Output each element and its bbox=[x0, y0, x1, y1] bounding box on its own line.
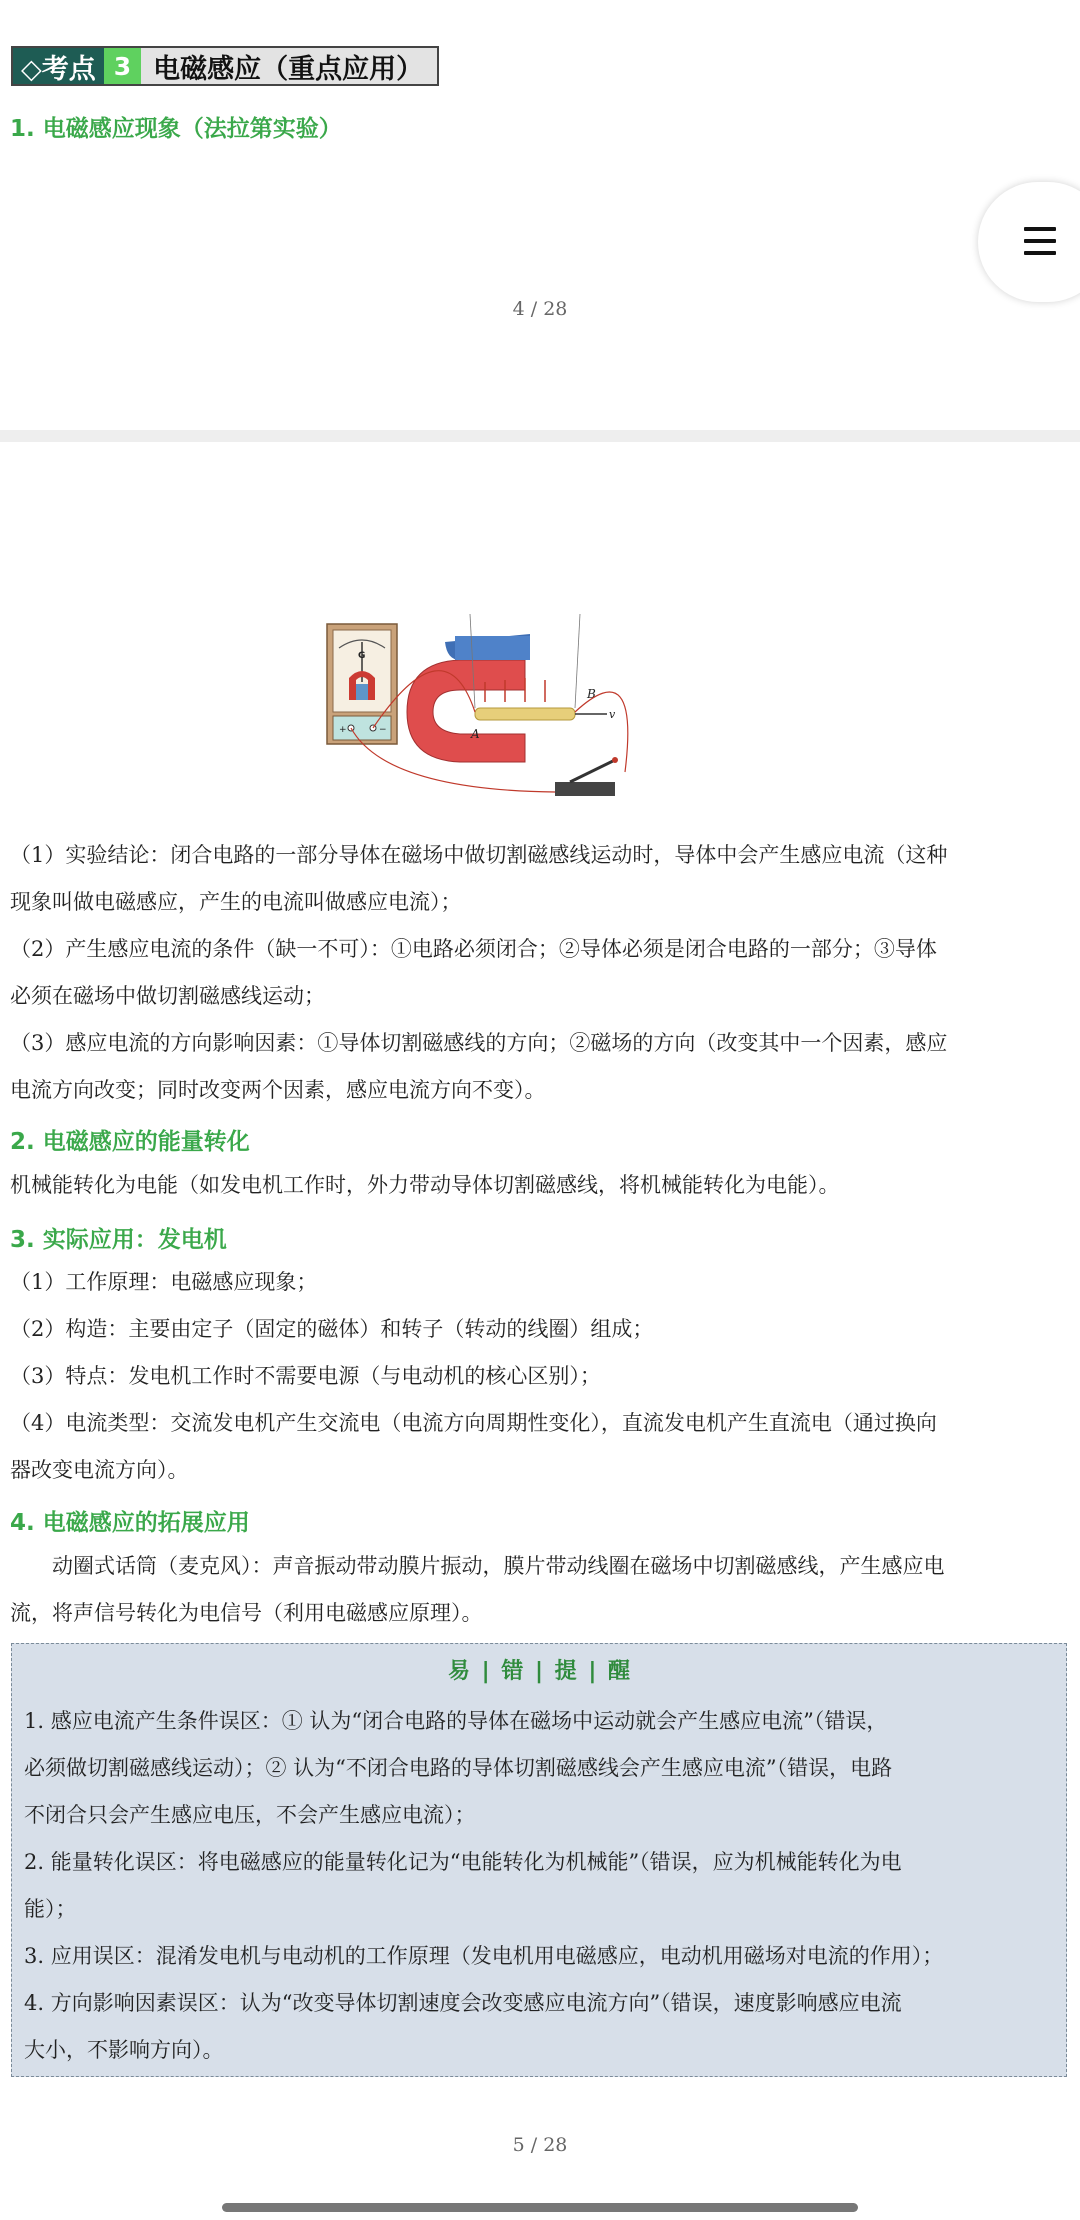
section3-text bbox=[10, 1259, 1070, 1494]
faraday-experiment-figure bbox=[325, 612, 655, 812]
text-line: （1）工作原理：电磁感应现象； bbox=[10, 1270, 318, 1294]
page-separator bbox=[0, 430, 1080, 442]
text-line: 能）； bbox=[24, 1897, 77, 1921]
text-line: 器改变电流方向）。 bbox=[10, 1458, 189, 1482]
home-indicator[interactable] bbox=[222, 2203, 858, 2212]
text-line: 不闭合只会产生感应电压，不会产生感应电流）； bbox=[24, 1803, 476, 1827]
heading-4: 4. 电磁感应的拓展应用 bbox=[10, 1510, 250, 1536]
minus-label: − bbox=[379, 725, 387, 735]
badge-label: ◇考点 bbox=[13, 48, 104, 84]
page-4 bbox=[0, 0, 1080, 430]
section2-text bbox=[10, 1162, 1070, 1209]
error-reminder-title: 易 | 错 | 提 | 醒 bbox=[447, 1659, 633, 1684]
text-line: （2）产生感应电流的条件（缺一不可）：①电路必须闭合；②导体必须是闭合电路的一部分；③导体 bbox=[10, 937, 937, 961]
meter-letter: G bbox=[358, 651, 366, 661]
text-line: （1）实验结论：闭合电路的一部分导体在磁场中做切割磁感线运动时，导体中会产生感应电流（这种 bbox=[10, 843, 948, 867]
page-number-bottom: 5 / 28 bbox=[512, 2134, 568, 2156]
heading-1: 1. 电磁感应现象（法拉第实验） bbox=[10, 116, 342, 142]
text-line: 大小，不影响方向）。 bbox=[24, 2038, 224, 2062]
page-number-top: 4 / 28 bbox=[512, 298, 568, 320]
switch bbox=[555, 757, 618, 796]
text-line: 流，将声信号转化为电信号（利用电磁感应原理）。 bbox=[10, 1601, 483, 1625]
hamburger-menu-icon bbox=[1024, 227, 1056, 255]
text-line: 必须做切割磁感线运动）；② 认为“不闭合电路的导体切割磁感线会产生感应电流”（错误，电路 bbox=[24, 1756, 893, 1780]
text-line: （3）特点：发电机工作时不需要电源（与电动机的核心区别）； bbox=[10, 1364, 601, 1388]
text-line: 电流方向改变；同时改变两个因素，感应电流方向不变）。 bbox=[10, 1078, 546, 1102]
text-line: 机械能转化为电能（如发电机工作时，外力带动导体切割磁感线，将机械能转化为电能）。 bbox=[10, 1173, 840, 1197]
label-a: A bbox=[471, 727, 480, 741]
text-line: （2）构造：主要由定子（固定的磁体）和转子（转动的线圈）组成； bbox=[10, 1317, 654, 1341]
text-line: 必须在磁场中做切割磁感线运动； bbox=[10, 984, 325, 1008]
text-line: 3. 应用误区：混淆发电机与电动机的工作原理（发电机用电磁感应，电动机用磁场对电流的作用）； bbox=[24, 1944, 944, 1968]
section-title: 电磁感应（重点应用） bbox=[153, 53, 424, 85]
text-line: 动圈式话筒（麦克风）：声音振动带动膜片振动，膜片带动线圈在磁场中切割磁感线，产生感应电 bbox=[10, 1554, 945, 1578]
plus-label: + bbox=[339, 725, 347, 735]
text-line: 现象叫做电磁感应，产生的电流叫做感应电流）； bbox=[10, 890, 462, 914]
galvanometer bbox=[327, 624, 397, 744]
error-reminder-box bbox=[11, 1643, 1067, 2077]
text-line: 4. 方向影响因素误区：认为“改变导体切割速度会改变感应电流方向”（错误，速度影响感应电流 bbox=[24, 1991, 902, 2015]
text-line: （3）感应电流的方向影响因素：①导体切割磁感线的方向；②磁场的方向（改变其中一个因素，感应 bbox=[10, 1031, 948, 1055]
label-b: B bbox=[587, 687, 596, 701]
label-v: v bbox=[609, 708, 616, 721]
text-line: （4）电流类型：交流发电机产生交流电（电流方向周期性变化），直流发电机产生直流电（通过换向 bbox=[10, 1411, 937, 1435]
heading-3: 3. 实际应用：发电机 bbox=[10, 1227, 227, 1253]
section-badge bbox=[11, 46, 439, 86]
text-line: 2. 能量转化误区：将电磁感应的能量转化记为“电能转化为机械能”（错误，应为机械能转化为电 bbox=[24, 1850, 902, 1874]
text-line: 1. 感应电流产生条件误区：① 认为“闭合电路的导体在磁场中运动就会产生感应电流”（错误， bbox=[24, 1709, 888, 1733]
error-reminder-body bbox=[24, 1698, 1060, 2074]
u-magnet bbox=[407, 634, 530, 762]
section4-text bbox=[10, 1543, 1070, 1637]
section1-text bbox=[10, 832, 1070, 1114]
badge-number: 3 bbox=[104, 48, 141, 84]
heading-2: 2. 电磁感应的能量转化 bbox=[10, 1129, 250, 1155]
